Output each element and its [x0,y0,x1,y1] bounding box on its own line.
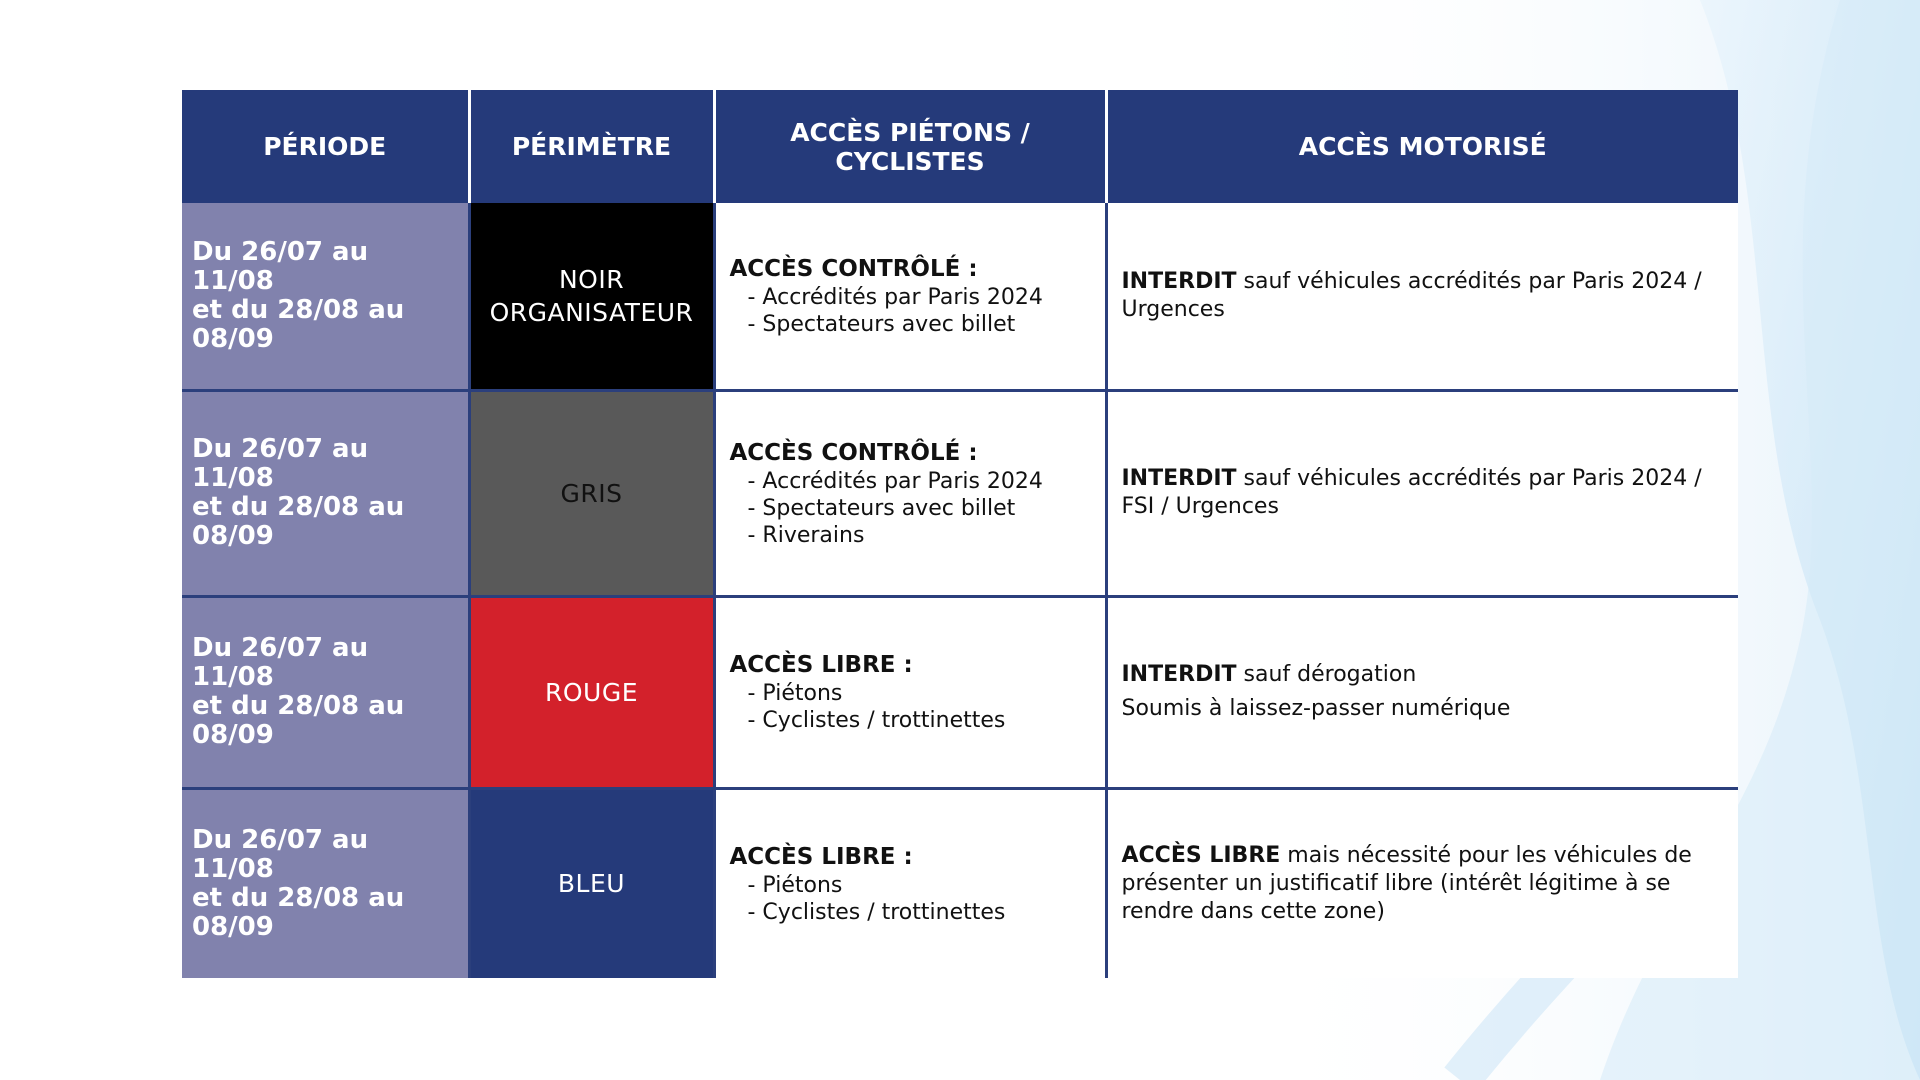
period-line: Du 26/07 au 11/08 [192,434,369,493]
pedestrian-access-heading: ACCÈS LIBRE : [729,843,913,870]
perimeter-cell [469,596,714,788]
table-row [182,203,1738,390]
motorized-access-cell [1106,788,1738,978]
perimeter-name: NOIR [558,264,625,294]
period-line: et du 28/08 au [192,882,405,913]
perimeter-access-table [182,90,1738,978]
pedestrian-access-item: - Piétons [747,681,843,706]
period-cell [182,788,469,978]
period-line: 08/09 [192,911,274,942]
pedestrian-access-item: - Cyclistes / trottinettes [747,708,1006,733]
table-row [182,788,1738,978]
period-line: Du 26/07 au 11/08 [192,236,369,296]
period-line: Du 26/07 au 11/08 [192,633,369,692]
motorized-access-status: INTERDIT [1121,466,1237,491]
motorized-access-text [1122,465,1725,521]
period-line: et du 28/08 au [192,691,405,721]
motorized-access-cell [1106,203,1738,390]
period-cell [182,203,469,390]
perimeter-cell [469,390,714,596]
pedestrian-access-item: - Spectateurs avec billet [747,495,1016,521]
perimeter-cell [469,203,714,390]
perimeter-name: ROUGE [544,677,638,707]
period-line: Du 26/07 au 11/08 [192,824,369,884]
period-cell [182,596,469,788]
pedestrian-access-cell [714,203,1106,390]
pedestrian-access-item: - Spectateurs avec billet [747,311,1016,337]
motorized-access-detail: sauf véhicules accrédités par Paris 2024 / FSI / Urgences [1121,466,1702,519]
motorized-access-status: INTERDIT [1121,268,1237,294]
header-perimetre: PÉRIMÈTRE [469,90,714,203]
motorized-access-note: Soumis à laissez-passer numérique [1121,696,1511,721]
pedestrian-access-item: - Cyclistes / trottinettes [747,899,1006,925]
pedestrian-access-heading: ACCÈS CONTRÔLÉ : [729,255,978,282]
period-line: 08/09 [192,720,274,750]
pedestrian-access-cell [714,788,1106,978]
pedestrian-access-item: - Accrédités par Paris 2024 [747,468,1043,494]
motorized-access-detail: sauf dérogation [1236,662,1417,687]
pedestrian-access-heading: ACCÈS LIBRE : [729,652,913,678]
pedestrian-access-heading: ACCÈS CONTRÔLÉ : [729,439,978,466]
period-line: et du 28/08 au [192,492,405,522]
period-line: 08/09 [192,323,274,354]
motorized-access-text [1122,842,1725,926]
table-row [182,390,1738,596]
pedestrian-access-item: - Piétons [747,872,843,898]
period-line: 08/09 [192,521,274,551]
motorized-access-detail: mais nécessité pour les véhicules de présenter un justificatif libre (intérêt légitime à se rendre dans cette zone) [1121,842,1692,924]
perimeter-name: BLEU [557,869,626,899]
header-acces-pietons: ACCÈS PIÉTONS / CYCLISTES [714,90,1106,203]
perimeter-name: ORGANISATEUR [489,297,694,327]
pedestrian-access-item: - Accrédités par Paris 2024 [747,284,1043,310]
header-acces-motorise: ACCÈS MOTORISÉ [1106,90,1738,203]
motorized-access-status: INTERDIT [1121,662,1237,687]
header-periode: PÉRIODE [182,90,469,203]
motorized-access-cell [1106,390,1738,596]
table-header-row [182,90,1738,203]
motorized-access-text [1122,268,1725,324]
period-cell [182,390,469,596]
period-line: et du 28/08 au [192,294,405,325]
table-row [182,596,1738,788]
motorized-access-text [1122,661,1725,689]
pedestrian-access-cell [714,596,1106,788]
motorized-access-status: ACCÈS LIBRE [1121,842,1281,868]
pedestrian-access-item: - Riverains [747,522,865,548]
perimeter-cell [469,788,714,978]
motorized-access-cell [1106,596,1738,788]
perimeter-name: GRIS [560,478,623,508]
motorized-access-detail: sauf véhicules accrédités par Paris 2024 / Urgences [1121,268,1702,322]
pedestrian-access-cell [714,390,1106,596]
